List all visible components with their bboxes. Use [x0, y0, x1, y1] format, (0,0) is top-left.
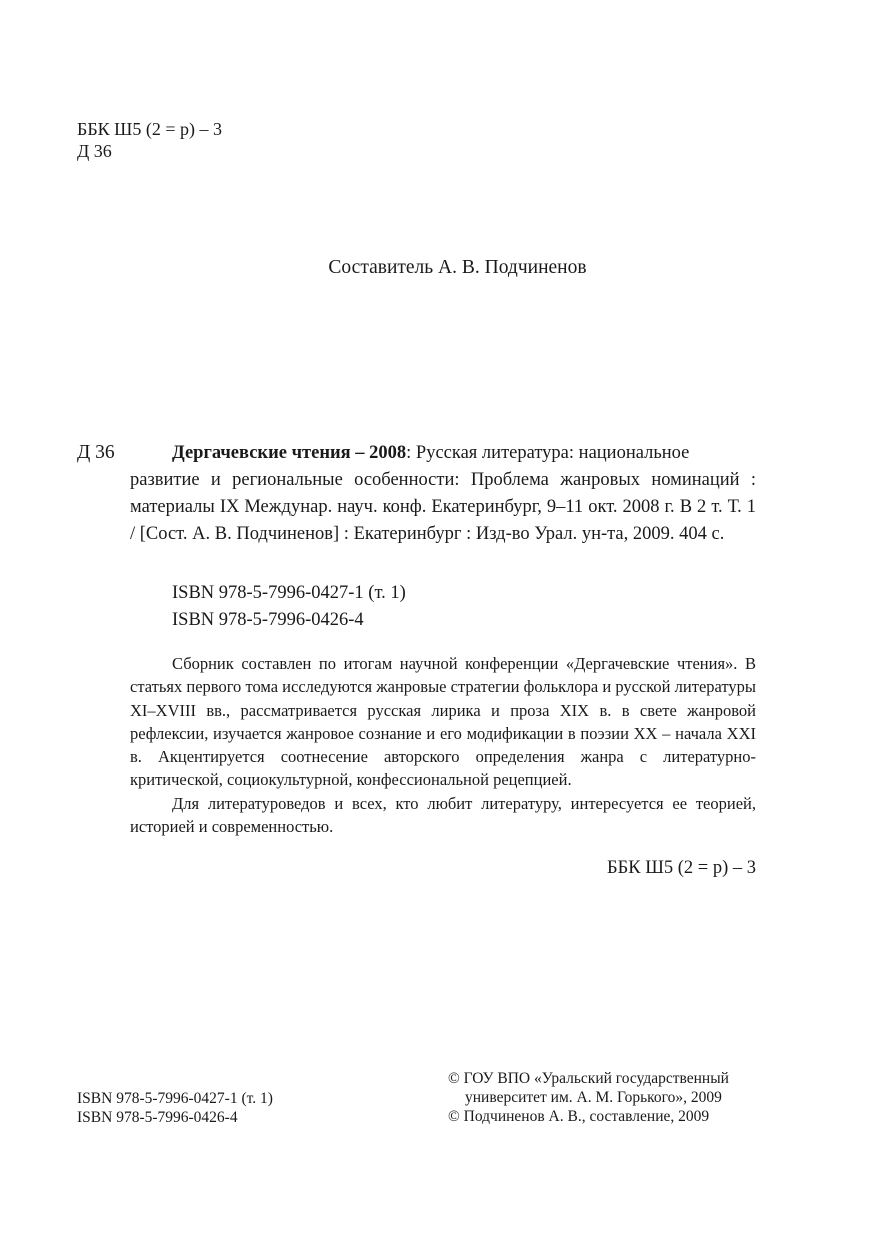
- bbk-code: ББК Ш5 (2 = р) – 3: [77, 119, 222, 139]
- bibliographic-entry: [130, 440, 756, 548]
- author-mark: Д 36: [77, 141, 112, 161]
- copyright-publisher: © ГОУ ВПО «Уральский государственный: [448, 1070, 729, 1087]
- annotation-audience: Для литературоведов и всех, кто любит литературу, интересуется ее теорией, историей и современностью.: [130, 793, 756, 837]
- entry-description-start: : Русская литература: национальное: [406, 443, 690, 463]
- footer-isbn-set: ISBN 978-5-7996-0426-4: [77, 1109, 238, 1126]
- isbn-volume-1: ISBN 978-5-7996-0427-1 (т. 1): [172, 583, 406, 603]
- copyright-notice: [448, 1069, 729, 1126]
- footer-isbn-list: [77, 1089, 273, 1127]
- annotation-bbk: ББК Ш5 (2 = р) – 3: [606, 858, 756, 878]
- footer-isbn-volume-1: ISBN 978-5-7996-0427-1 (т. 1): [77, 1090, 273, 1107]
- entry-description-continued: развитие и региональные особенности: Проблема жанровых номинаций : материалы IX Междунар. науч. конф. Екатеринбург, 9–11 окт. 2008 г. В 2 т. Т. 1 / [Сост. А. В. Подчиненов] : Екатеринбург : Изд-во Урал. ун-та, 2009. 404 с.: [130, 470, 756, 544]
- isbn-set: ISBN 978-5-7996-0426-4: [172, 610, 364, 630]
- bbk-classification-header: [77, 118, 222, 162]
- compiler-line: Составитель А. В. Подчиненов: [328, 257, 587, 278]
- annotation: [130, 652, 756, 838]
- copyright-publisher-cont: университет им. А. М. Горького», 2009: [465, 1089, 722, 1106]
- copyright-compiler: © Подчиненов А. В., составление, 2009: [448, 1108, 710, 1125]
- annotation-paragraph: Сборник составлен по итогам научной конференции «Дергачевские чтения». В статьях первого тома исследуются жанровые стратегии фольклора и русской литературы XI–XVIII вв., рассматривается русская лирика и проза XIX в. в свете жанровой рефлексии, изучается жанровое сознание и его модификации в поэзии XX – начала XXI в. Акцентируется соотнесение авторского определения жанра с литературно-критической, социокультурной, конфессиональной рецепцией.: [130, 654, 756, 790]
- entry-isbn-list: [172, 580, 406, 634]
- entry-author-mark: Д 36: [77, 442, 115, 463]
- entry-title: Дергачевские чтения – 2008: [172, 443, 407, 463]
